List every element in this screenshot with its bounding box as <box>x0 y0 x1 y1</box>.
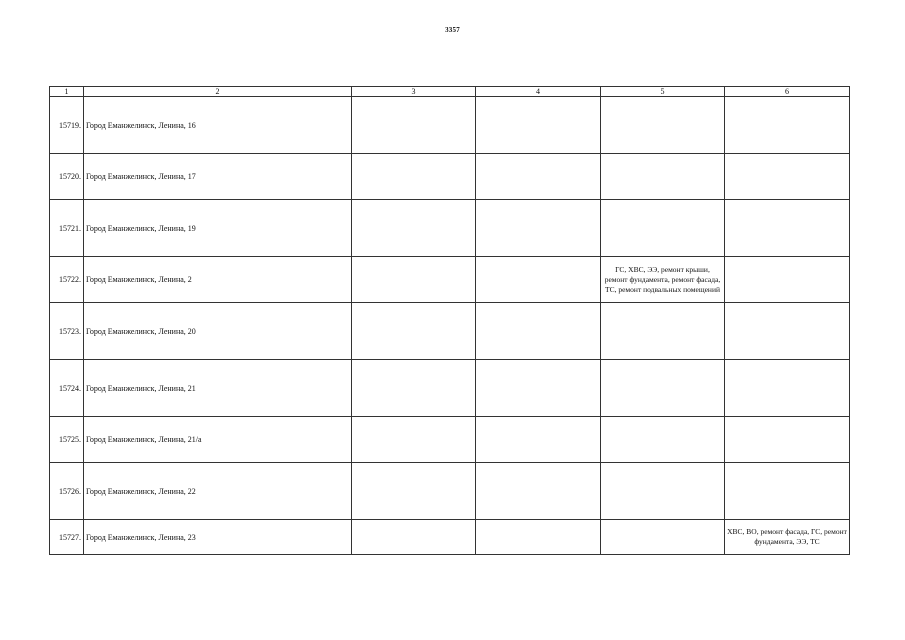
cell-col6: ХВС, ВО, ремонт фасада, ГС, ремонт фундамента, ЭЭ, ТС <box>725 520 850 555</box>
row-address: Город Еманжелинск, Ленина, 21/а <box>84 417 352 463</box>
row-number: 15721. <box>50 200 84 257</box>
table-row <box>50 200 850 257</box>
cell-col4 <box>476 257 601 303</box>
row-address: Город Еманжелинск, Ленина, 22 <box>84 463 352 520</box>
column-header-5: 5 <box>601 87 725 97</box>
cell-col4 <box>476 200 601 257</box>
cell-col3 <box>352 417 476 463</box>
cell-col4 <box>476 360 601 417</box>
row-address: Город Еманжелинск, Ленина, 16 <box>84 97 352 154</box>
table-row <box>50 417 850 463</box>
registry-table <box>49 86 850 555</box>
cell-col6 <box>725 257 850 303</box>
row-number: 15719. <box>50 97 84 154</box>
row-address: Город Еманжелинск, Ленина, 2 <box>84 257 352 303</box>
row-address: Город Еманжелинск, Ленина, 23 <box>84 520 352 555</box>
header-row <box>50 87 850 97</box>
column-header-6: 6 <box>725 87 850 97</box>
row-number: 15720. <box>50 154 84 200</box>
cell-col6 <box>725 360 850 417</box>
cell-col5 <box>601 360 725 417</box>
row-number: 15723. <box>50 303 84 360</box>
cell-col5: ГС, ХВС, ЭЭ, ремонт крыши, ремонт фундамента, ремонт фасада, ТС, ремонт подвальных помещений <box>601 257 725 303</box>
table-row <box>50 97 850 154</box>
cell-col3 <box>352 463 476 520</box>
row-address: Город Еманжелинск, Ленина, 21 <box>84 360 352 417</box>
table-row <box>50 257 850 303</box>
row-number: 15727. <box>50 520 84 555</box>
cell-col5 <box>601 154 725 200</box>
table-row <box>50 303 850 360</box>
cell-col6 <box>725 417 850 463</box>
row-number: 15722. <box>50 257 84 303</box>
cell-col3 <box>352 97 476 154</box>
cell-col5 <box>601 520 725 555</box>
table-row <box>50 360 850 417</box>
cell-col5 <box>601 200 725 257</box>
column-header-1: 1 <box>50 87 84 97</box>
cell-col5 <box>601 97 725 154</box>
row-number: 15724. <box>50 360 84 417</box>
column-header-4: 4 <box>476 87 601 97</box>
cell-col4 <box>476 463 601 520</box>
cell-col3 <box>352 520 476 555</box>
table-row <box>50 463 850 520</box>
page-number: 3357 <box>445 26 460 34</box>
table-row <box>50 520 850 555</box>
row-address: Город Еманжелинск, Ленина, 20 <box>84 303 352 360</box>
cell-col3 <box>352 360 476 417</box>
cell-col6 <box>725 463 850 520</box>
cell-col4 <box>476 303 601 360</box>
row-number: 15725. <box>50 417 84 463</box>
row-address: Город Еманжелинск, Ленина, 17 <box>84 154 352 200</box>
cell-col5 <box>601 463 725 520</box>
column-header-2: 2 <box>84 87 352 97</box>
cell-col5 <box>601 303 725 360</box>
cell-col6 <box>725 200 850 257</box>
table-row <box>50 154 850 200</box>
cell-col3 <box>352 154 476 200</box>
cell-col4 <box>476 520 601 555</box>
column-header-3: 3 <box>352 87 476 97</box>
cell-col4 <box>476 154 601 200</box>
cell-col6 <box>725 97 850 154</box>
cell-col4 <box>476 417 601 463</box>
cell-col6 <box>725 154 850 200</box>
cell-col4 <box>476 97 601 154</box>
cell-col5 <box>601 417 725 463</box>
row-number: 15726. <box>50 463 84 520</box>
row-address: Город Еманжелинск, Ленина, 19 <box>84 200 352 257</box>
cell-col3 <box>352 257 476 303</box>
cell-col3 <box>352 303 476 360</box>
cell-col3 <box>352 200 476 257</box>
cell-col6 <box>725 303 850 360</box>
